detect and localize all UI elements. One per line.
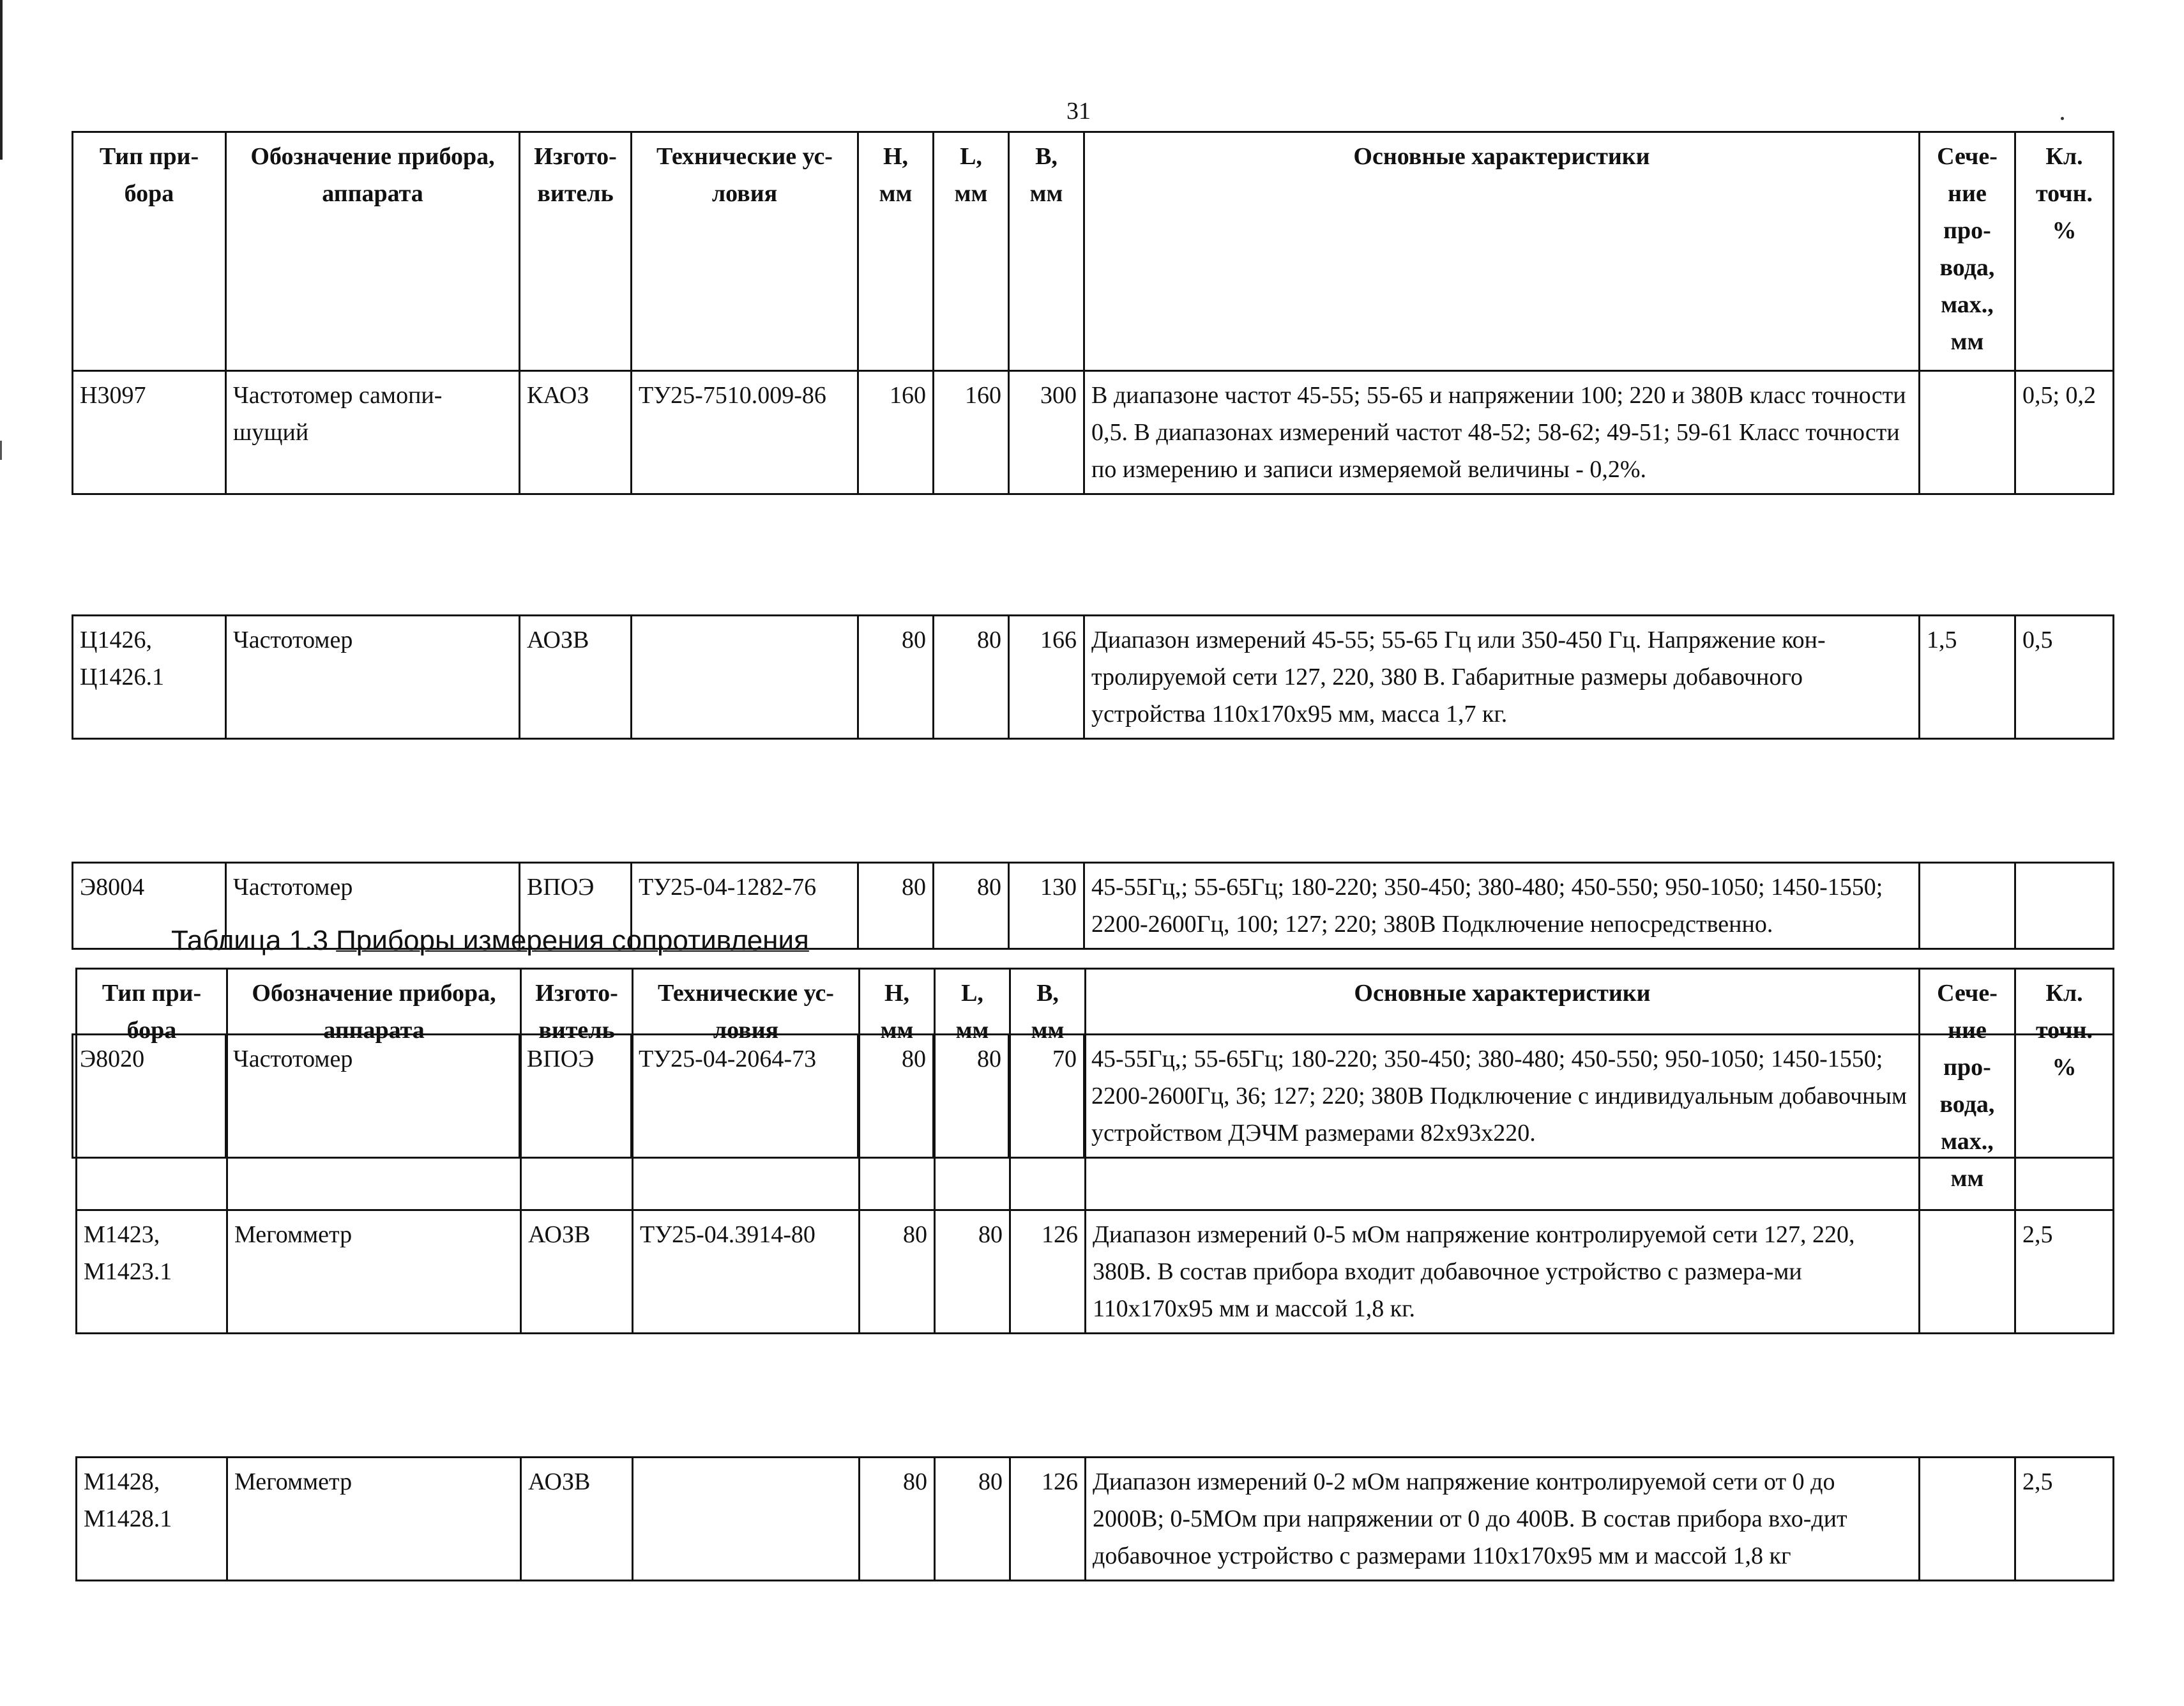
col-header-h: Н, мм — [858, 132, 934, 371]
cell-h: 80 — [860, 1458, 935, 1581]
col-header-wire-section: Сече- ние про- вода, мах., мм — [1920, 132, 2015, 371]
cell-manufacturer: ВПОЭ — [520, 863, 632, 949]
table-caption-number: Таблица 1.3 — [171, 925, 328, 956]
cell-wire-section: 1,5 — [1920, 616, 2015, 739]
cell-type: Э8020 — [73, 1035, 226, 1158]
cell-tech-conditions — [633, 1458, 860, 1581]
cell-manufacturer: КАОЗ — [520, 371, 632, 494]
col-header-accuracy: Кл. точн. % — [2015, 132, 2114, 371]
scan-edge-mark — [0, 441, 2, 460]
header-row — [77, 969, 2114, 1210]
col-header-characteristics: Основные характеристики — [1084, 132, 1920, 371]
cell-wire-section — [1920, 1458, 2015, 1581]
col-header-h: Н, мм — [860, 969, 935, 1210]
cell-characteristics: Диапазон измерений 45-55; 55-65 Гц или 350-450 Гц. Напряжение кон-тролируемой сети 127, 220, 380 В. Габаритные размеры добавочного устройства 110х170х95 мм, масса 1,7 кг. — [1084, 616, 1920, 739]
cell-type: Н3097 — [73, 371, 226, 494]
table-row — [77, 1334, 2114, 1458]
cell-manufacturer: АОЗВ — [520, 616, 632, 739]
cell-accuracy: 0,5 — [2015, 616, 2114, 739]
cell-type: Ц1426, Ц1426.1 — [73, 616, 226, 739]
col-header-b: В, мм — [1009, 132, 1084, 371]
cell-l: 80 — [935, 1458, 1010, 1581]
resistance-meters-table — [75, 968, 2114, 1706]
cell-type: Э8004 — [73, 863, 226, 949]
cell-manufacturer: ВПОЭ — [520, 1035, 632, 1158]
scan-edge-mark — [0, 0, 3, 160]
cell-characteristics: Диапазон измерений 0-5 мОм напряжение контролируемой сети 127, 220, 380В. В состав прибора входит добавочное устройство с размера-ми 110х170х95 мм и массой 1,8 кг. — [1086, 1210, 1920, 1334]
table-row — [73, 739, 2114, 863]
cell-l: 80 — [934, 1035, 1009, 1158]
cell-l: 80 — [934, 863, 1009, 949]
col-header-type: Тип при- бора — [73, 132, 226, 371]
cell-manufacturer: АОЗВ — [521, 1210, 633, 1334]
col-header-manufacturer: Изгото- витель — [521, 969, 633, 1210]
cell-h: 80 — [858, 863, 934, 949]
cell-tech-conditions: ТУ25-04-1282-76 — [632, 863, 858, 949]
col-header-tech-conditions: Технические ус- ловия — [632, 132, 858, 371]
col-header-wire-section: Сече- ние про- вода, мах., мм — [1920, 969, 2015, 1210]
cell-h: 80 — [860, 1210, 935, 1334]
cell-tech-conditions: ТУ25-7510.009-86 — [632, 371, 858, 494]
col-header-designation: Обозначение прибора, аппарата — [227, 969, 521, 1210]
cell-tech-conditions: ТУ25-04.3914-80 — [633, 1210, 860, 1334]
scan-speck — [2061, 117, 2064, 120]
col-header-b: В, мм — [1010, 969, 1086, 1210]
page-number: 31 — [1066, 98, 1091, 125]
table-caption-title: Приборы измерения сопротивления — [336, 925, 809, 956]
col-header-characteristics: Основные характеристики — [1086, 969, 1920, 1210]
cell-h: 160 — [858, 371, 934, 494]
cell-b: 126 — [1010, 1210, 1086, 1334]
cell-manufacturer: АОЗВ — [521, 1458, 633, 1581]
cell-characteristics: 45-55Гц,; 55-65Гц; 180-220; 350-450; 380-480; 450-550; 950-1050; 1450-1550; 2200-2600Гц, 36; 127; 220; 380В Подключение с индивидуальным добавочным устройством ДЭЧМ размерами 82х93х220. — [1084, 1035, 1920, 1158]
col-header-l: L, мм — [934, 132, 1009, 371]
cell-b: 130 — [1009, 863, 1084, 949]
col-header-type: Тип при- бора — [77, 969, 227, 1210]
cell-designation: Частотомер — [226, 863, 520, 949]
cell-designation: Мегомметр — [227, 1210, 521, 1334]
cell-tech-conditions: ТУ25-04-2064-73 — [632, 1035, 858, 1158]
cell-accuracy — [2015, 863, 2114, 949]
col-header-l: L, мм — [935, 969, 1010, 1210]
cell-type: М1428, М1428.1 — [77, 1458, 227, 1581]
cell-b: 70 — [1009, 1035, 1084, 1158]
cell-tech-conditions — [632, 616, 858, 739]
cell-l: 160 — [934, 371, 1009, 494]
cell-characteristics: Диапазон измерений 0-2 мОм напряжение контролируемой сети от 0 до 2000В; 0-5МОм при напряжении от 0 до 400В. В состав прибора вхо-дит добавочное устройство с размерами 110х170х95 мм и массой 1,8 кг — [1086, 1458, 1920, 1581]
col-header-designation: Обозначение прибора, аппарата — [226, 132, 520, 371]
cell-wire-section — [1920, 1210, 2015, 1334]
cell-wire-section — [1920, 863, 2015, 949]
cell-b: 166 — [1009, 616, 1084, 739]
cell-accuracy: 2,5 — [2015, 1458, 2114, 1581]
cell-b: 126 — [1010, 1458, 1086, 1581]
cell-designation: Частотомер самопи- шущий — [226, 371, 520, 494]
cell-designation: Мегомметр — [227, 1458, 521, 1581]
cell-h: 80 — [858, 1035, 934, 1158]
cell-designation: Частотомер — [226, 616, 520, 739]
cell-accuracy: 0,5; 0,2 — [2015, 371, 2114, 494]
cell-b: 300 — [1009, 371, 1084, 494]
cell-characteristics: 45-55Гц,; 55-65Гц; 180-220; 350-450; 380-480; 450-550; 950-1050; 1450-1550; 2200-2600Гц, 100; 127; 220; 380В Подключение непосредственно. — [1084, 863, 1920, 949]
col-header-accuracy: Кл. точн. % — [2015, 969, 2114, 1210]
table-caption — [171, 925, 809, 957]
cell-accuracy: 2,5 — [2015, 1210, 2114, 1334]
header-row — [73, 132, 2114, 371]
col-header-tech-conditions: Технические ус- ловия — [633, 969, 860, 1210]
cell-wire-section — [1920, 371, 2015, 494]
table-row — [77, 1581, 2114, 1706]
cell-h: 80 — [858, 616, 934, 739]
cell-l: 80 — [935, 1210, 1010, 1334]
cell-designation: Частотомер — [226, 1035, 520, 1158]
cell-l: 80 — [934, 616, 1009, 739]
col-header-manufacturer: Изгото- витель — [520, 132, 632, 371]
cell-type: М1423, М1423.1 — [77, 1210, 227, 1334]
cell-characteristics: В диапазоне частот 45-55; 55-65 и напряжении 100; 220 и 380В класс точности 0,5. В диапазонах измерений частот 48-52; 58-62; 49-51; 59-61 Класс точности по измерению и записи измеряемой величины - 0,2%. — [1084, 371, 1920, 494]
table-row — [73, 494, 2114, 616]
